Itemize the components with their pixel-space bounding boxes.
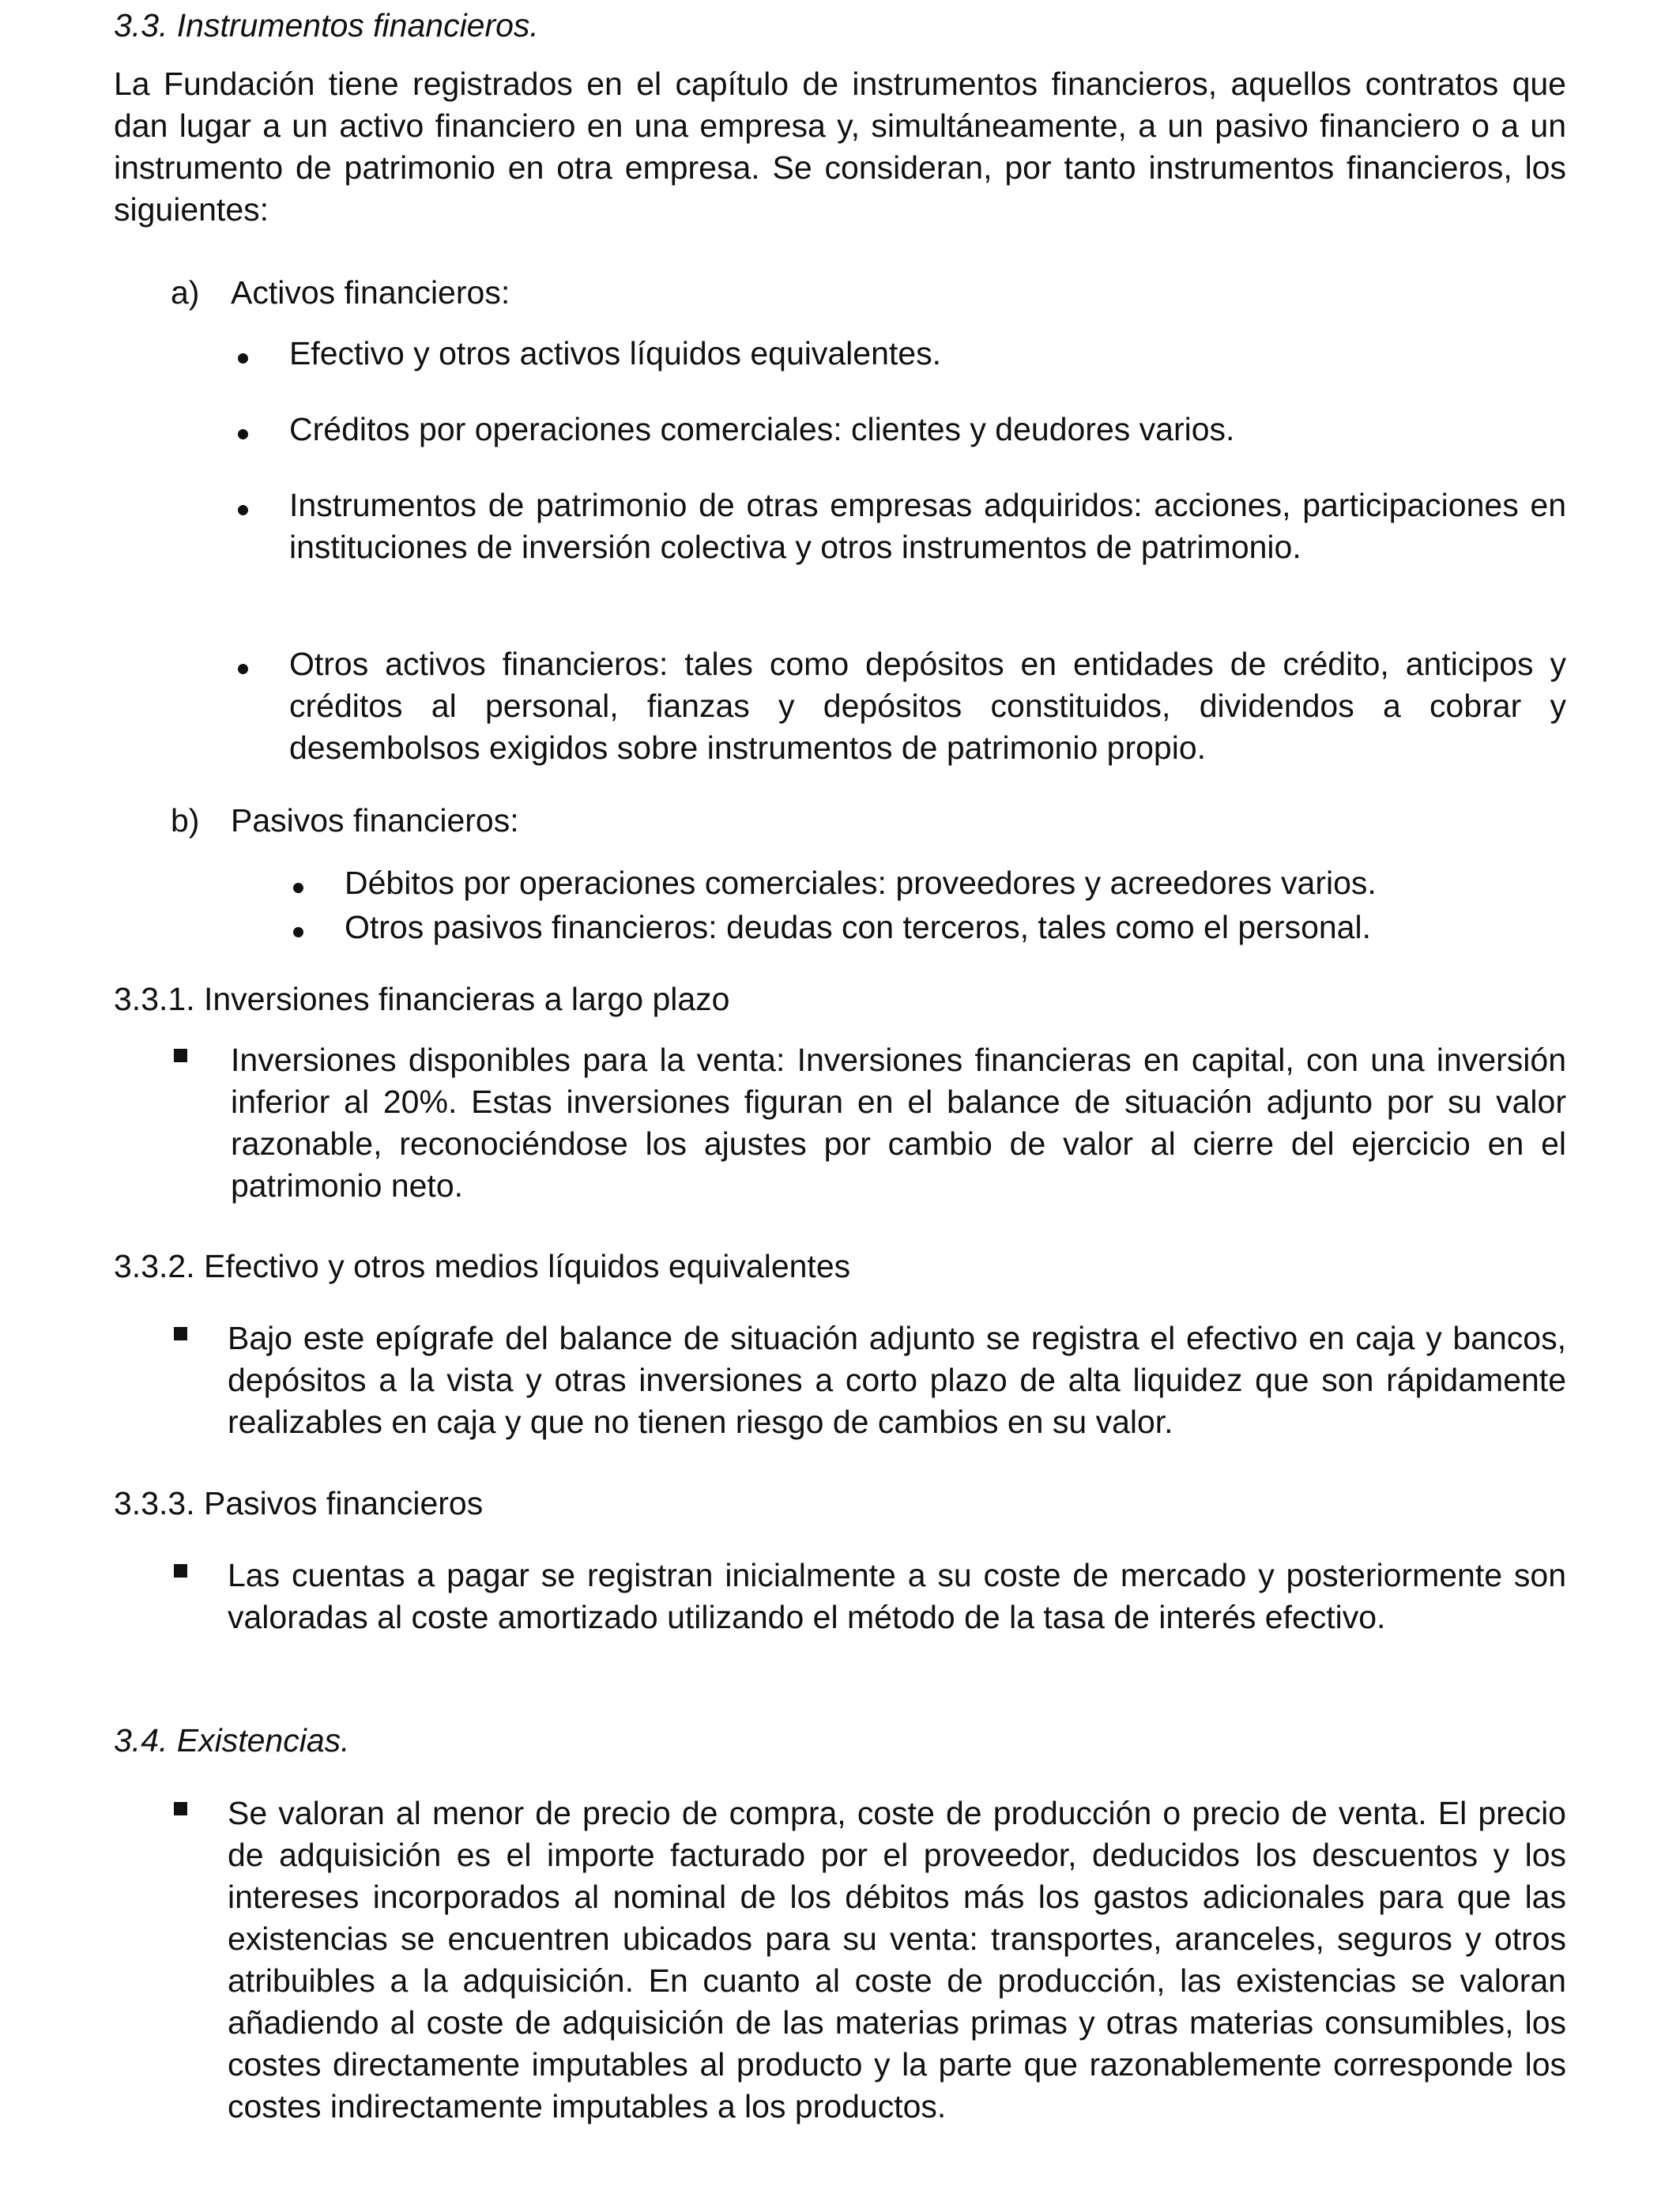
- list-a-label: Activos financieros:: [231, 274, 510, 311]
- bullet-dot-icon: [238, 664, 248, 674]
- section-3-3-2-item: Bajo este epígrafe del balance de situación adjunto se registra el efectivo en caja y bancos, depósitos a la vista y otras inversiones a corto plazo de alta liquidez que son rápidamente realizables en caja y que no tienen riesgo de cambios en su valor.: [228, 1320, 1566, 1440]
- bullet-dot-icon: [238, 505, 248, 515]
- section-3-3-title: 3.3. Instrumentos financieros.: [114, 7, 539, 43]
- bullet-dot-icon: [238, 429, 248, 439]
- list-b-item: Otros pasivos financieros: deudas con terceros, tales como el personal.: [345, 909, 1371, 945]
- list-b-marker: b): [171, 802, 200, 839]
- square-bullet-icon: [174, 1802, 187, 1815]
- list-a-marker: a): [171, 274, 200, 311]
- square-bullet-icon: [174, 1564, 187, 1578]
- list-a-item: Otros activos financieros: tales como depósitos en entidades de crédito, anticipos y créditos al personal, fianzas y depósitos constituidos, dividendos a cobrar y desembolsos exigidos sobre instrumentos de patrimonio propio.: [289, 646, 1566, 766]
- section-3-3-3-item: Las cuentas a pagar se registran inicialmente a su coste de mercado y posteriormente son valoradas al coste amortizado utilizando el método de la tasa de interés efectivo.: [228, 1557, 1566, 1635]
- list-a-item: Instrumentos de patrimonio de otras empresas adquiridos: acciones, participaciones en instituciones de inversión colectiva y otros instrumentos de patrimonio.: [289, 487, 1566, 565]
- section-3-3-3-title: 3.3.3. Pasivos financieros: [114, 1485, 484, 1521]
- section-3-3-2-title: 3.3.2. Efectivo y otros medios líquidos equivalentes: [114, 1248, 851, 1284]
- square-bullet-icon: [174, 1327, 187, 1340]
- list-b-label: Pasivos financieros:: [231, 802, 519, 839]
- section-3-3-1-item: Inversiones disponibles para la venta: Inversiones financieras en capital, con una inversión inferior al 20%. Estas inversiones figuran en el balance de situación adjunto por su valor razonable, reconociéndose los ajustes por cambio de valor al cierre del ejercicio en el patrimonio neto.: [231, 1042, 1566, 1204]
- section-3-3-intro: La Fundación tiene registrados en el capítulo de instrumentos financieros, aquellos contratos que dan lugar a un activo financiero en una empresa y, simultáneamente, a un pasivo financiero o a un instrumento de patrimonio en otra empresa. Se consideran, por tanto instrumentos financieros, los siguientes:: [114, 66, 1566, 228]
- bullet-dot-icon: [293, 883, 303, 893]
- list-a-header: [171, 272, 1566, 314]
- bullet-dot-icon: [293, 927, 303, 937]
- bullet-dot-icon: [238, 353, 248, 364]
- section-3-4-item: Se valoran al menor de precio de compra, coste de producción o precio de venta. El precio de adquisición es el importe facturado por el proveedor, deducidos los descuentos y los intereses incorporados al nominal de los débitos más los gastos adicionales para que las existencias se encuentren ubicados para su venta: transportes, aranceles, seguros y otros atribuibles a la adquisición. En cuanto al coste de producción, las existencias se valoran añadiendo al coste de adquisición de las materias primas y otras materias consumibles, los costes directamente imputables al producto y la parte que razonablemente corresponde los costes indirectamente imputables a los productos.: [228, 1795, 1566, 2124]
- square-bullet-icon: [174, 1049, 187, 1062]
- list-b-header: [171, 800, 1566, 842]
- list-a-item: Efectivo y otros activos líquidos equivalentes.: [289, 335, 941, 371]
- section-3-4-title: 3.4. Existencias.: [114, 1722, 350, 1759]
- section-3-3-1-title: 3.3.1. Inversiones financieras a largo plazo: [114, 981, 730, 1017]
- list-a-item: Créditos por operaciones comerciales: clientes y deudores varios.: [289, 411, 1235, 447]
- list-b-item: Débitos por operaciones comerciales: proveedores y acreedores varios.: [345, 865, 1377, 901]
